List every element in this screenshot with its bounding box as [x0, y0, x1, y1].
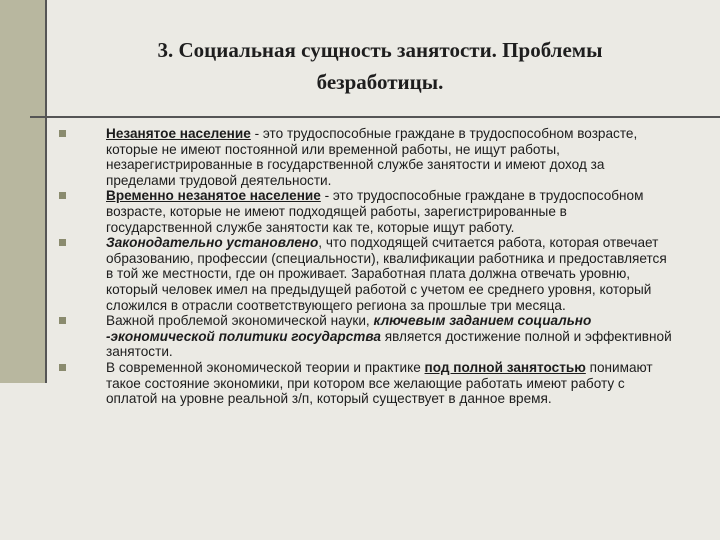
square-bullet-icon: [59, 317, 66, 324]
left-divider-line: [45, 0, 47, 383]
square-bullet-icon: [59, 364, 66, 371]
square-bullet-icon: [59, 130, 66, 137]
square-bullet-icon: [59, 239, 66, 246]
list-item: [56, 360, 672, 407]
list-item: [56, 126, 672, 188]
title-line-1: 3. Социальная сущность занятости. Проблемы: [157, 38, 603, 62]
bullet-list: [56, 126, 672, 407]
item-text: является достижение полной и эффективной занятости.: [106, 328, 672, 360]
item-text: - это трудоспособные граждане в трудоспособном возрасте, которые не имеют подходящей работы, зарегистрированные в государственной службе занятости как те, которые ищут работу.: [106, 188, 644, 235]
emphasis-key-task: ключевым заданием социально -экономической политики государства: [106, 313, 592, 344]
item-text: понимают такое состояние экономики, при котором все желающие работать имеют работу с оплатой на уровне реальной з/п, который существует в данное время.: [106, 359, 653, 407]
item-text: , что подходящей считается работа, которая отвечает образованию, профессии (специальности), квалификации работника и предоставляется в той же местности, где он проживает. Заработная плата должна отвечать уровню, который человек имел на предыдущей работой с учетом ее среднего уровня, который сложился в отрасли соответствующего региона за прошлые три месяца.: [106, 235, 667, 313]
item-text: - это трудоспособные граждане в трудоспособном возрасте, которые не имеют постоянной или временной работы, не ищут работы, незарегистрированные в государственной службе занятости и имеют доход за пределами трудовой деятельности.: [106, 126, 638, 188]
list-item: [56, 235, 672, 313]
title-line-2: безработицы.: [316, 70, 444, 94]
left-accent-bar: [0, 0, 45, 383]
list-item: [56, 188, 672, 235]
term-legally-established: Законодательно установлено: [106, 235, 319, 251]
item-text: Важной проблемой экономической науки,: [106, 313, 374, 329]
term-unemployed-population: Незанятое население: [106, 126, 251, 141]
square-bullet-icon: [59, 192, 66, 199]
title-divider-line: [30, 116, 720, 118]
list-item: [56, 313, 672, 360]
term-full-employment: под полной занятостью: [424, 359, 586, 375]
item-text: В современной экономической теории и практике: [106, 359, 425, 375]
slide-title: [70, 34, 690, 98]
term-temporarily-unemployed: Временно незанятое население: [106, 188, 321, 204]
